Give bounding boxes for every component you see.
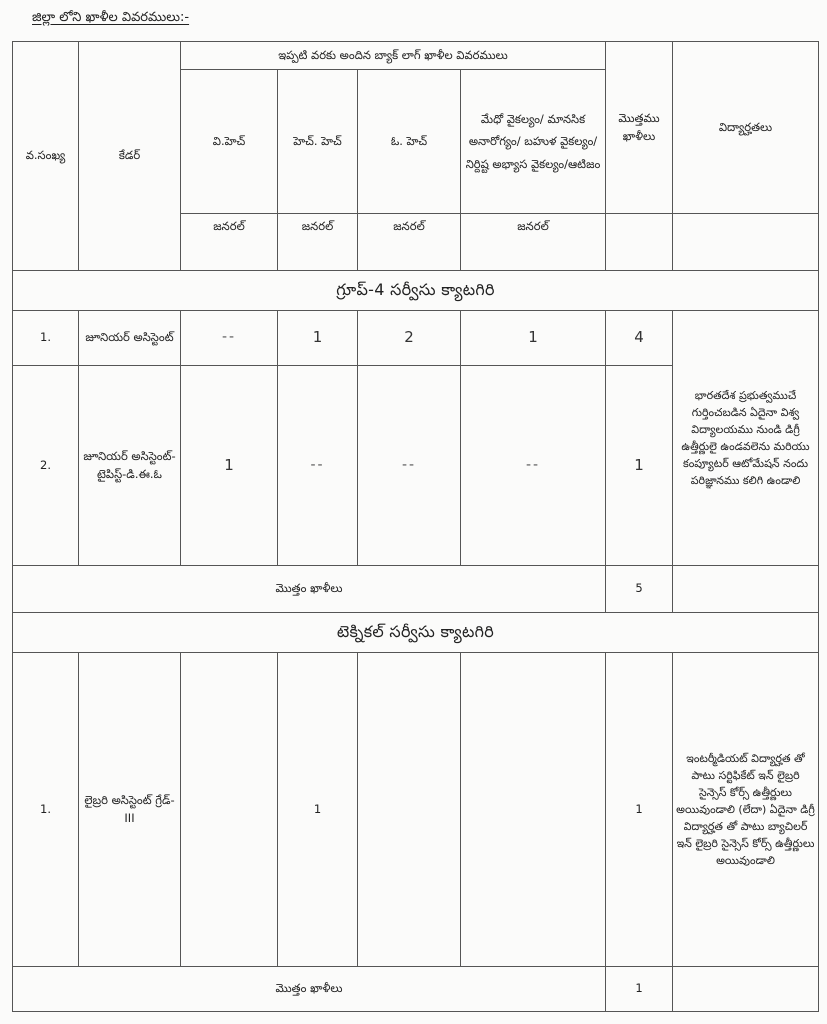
section-heading: జిల్లా లోని ఖాళీల వివరములు:- — [32, 10, 190, 25]
section-group4 — [13, 271, 819, 311]
total-value: 1 — [606, 967, 673, 1012]
header-total: మొత్తము ఖాళీలు — [606, 42, 673, 214]
row-mental — [461, 653, 606, 967]
header-vh: వి.హెచ్ — [181, 70, 278, 214]
row-total: 1 — [606, 366, 673, 566]
row-vh — [181, 653, 278, 967]
table-row — [13, 653, 819, 967]
row-hh: -- — [278, 366, 358, 566]
vacancy-table — [12, 41, 819, 1012]
header-general-vh: జనరల్ — [181, 214, 278, 271]
table-row — [13, 311, 819, 366]
row-total: 1 — [606, 653, 673, 967]
total-empty — [673, 967, 819, 1012]
row-total: 4 — [606, 311, 673, 366]
row-cadre: జూనియర్ అసిస్టెంట్- టైపిస్ట్-డి.ఈ.ఓ — [79, 366, 181, 566]
header-general-mental: జనరల్ — [461, 214, 606, 271]
row-hh: 1 — [278, 311, 358, 366]
header-qualification: విద్యార్హతలు — [673, 42, 819, 214]
header-general-hh: జనరల్ — [278, 214, 358, 271]
header-empty-2 — [673, 214, 819, 271]
header-cadre: కేడర్ — [79, 42, 181, 271]
header-sno: వ.సంఖ్య — [13, 42, 79, 271]
header-empty-1 — [606, 214, 673, 271]
header-mental: మేధో వైకల్యం/ మానసిక అనారోగ్యం/ బహుళ వైకల్యం/ నిర్దిష్ట అభ్యాస వైకల్యం/ఆటిజం — [461, 70, 606, 214]
row-cadre: లైబ్రరి అసిస్టెంట్ గ్రేడ్-III — [79, 653, 181, 967]
total-empty — [673, 566, 819, 613]
row-cadre: జూనియర్ అసిస్టెంట్ — [79, 311, 181, 366]
header-backlog: ఇప్పటి వరకు అందిన బ్యాక్ లాగ్ ఖాళీల వివరములు — [181, 42, 606, 70]
row-sno: 2. — [13, 366, 79, 566]
section-title-technical: టెక్నికల్ సర్వీసు క్యాటగిరి — [13, 613, 819, 653]
row-vh: 1 — [181, 366, 278, 566]
total-label: మొత్తం ఖాళీలు — [13, 967, 606, 1012]
total-label: మొత్తం ఖాళీలు — [13, 566, 606, 613]
row-oh: 2 — [358, 311, 461, 366]
qualification-technical: ఇంటర్మీడియట్ విద్యార్హత తో పాటు సర్టిఫికేట్ ఇన్ లైబ్రరి సైన్సెస్ కోర్స్ ఉత్తీర్ణులు అయివుండాలి (లేదా) ఏదైనా డిగ్రీ విద్యార్హత తో పాటు బ్యాచిలర్ ఇన్ లైబ్రరి సైన్సెస్ కోర్స్ ఉత్తీర్ణులు అయివుండాలి — [673, 653, 819, 967]
row-hh: 1 — [278, 653, 358, 967]
qualification-group4: భారతదేశ ప్రభుత్వముచే గుర్తించబడిన ఏదైనా విశ్వ విద్యాలయము నుండి డిగ్రీ ఉత్తీర్ణులై ఉండవలెను మరియు కంప్యూటర్ ఆటోమేషన్ నందు పరిజ్ఞానము కలిగి ఉండాలి — [673, 311, 819, 566]
total-row-group4 — [13, 566, 819, 613]
row-mental: 1 — [461, 311, 606, 366]
row-oh: -- — [358, 366, 461, 566]
header-row-1 — [13, 42, 819, 70]
total-value: 5 — [606, 566, 673, 613]
row-oh — [358, 653, 461, 967]
row-mental: -- — [461, 366, 606, 566]
row-sno: 1. — [13, 311, 79, 366]
header-oh: ఓ. హెచ్ — [358, 70, 461, 214]
header-general-oh: జనరల్ — [358, 214, 461, 271]
section-technical — [13, 613, 819, 653]
header-hh: హెచ్. హెచ్ — [278, 70, 358, 214]
row-sno: 1. — [13, 653, 79, 967]
section-title-group4: గ్రూప్-4 సర్వీసు క్యాటగిరి — [13, 271, 819, 311]
row-vh: -- — [181, 311, 278, 366]
total-row-technical — [13, 967, 819, 1012]
